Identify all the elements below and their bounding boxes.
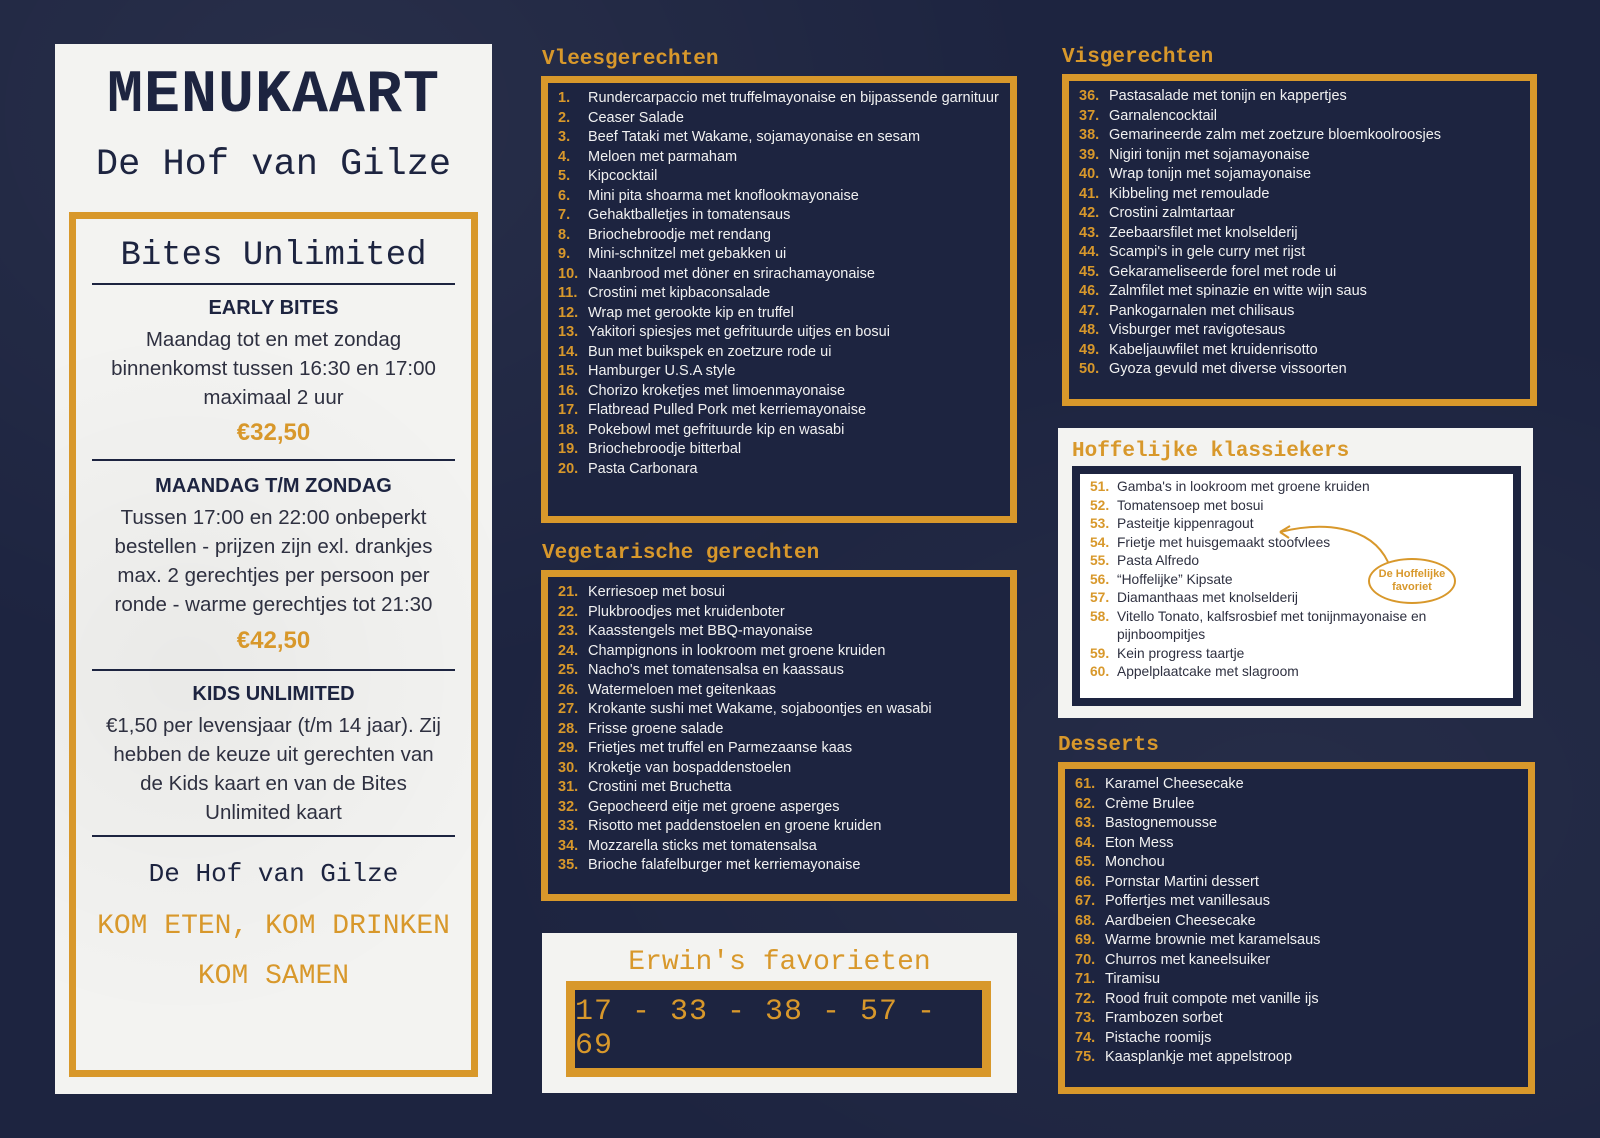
menu-item-number: 29. — [558, 740, 579, 756]
menu-item — [1079, 87, 1520, 107]
menu-item — [1075, 892, 1518, 912]
menu-item-name: Pasta Alfredo — [1117, 553, 1200, 568]
bites-unlimited-title: Bites Unlimited — [120, 237, 427, 275]
menu-item-number: 19. — [558, 441, 579, 457]
menu-item — [1079, 263, 1520, 283]
menu-item — [558, 206, 1000, 226]
menu-item-name: Watermeloen met geitenkaas — [588, 681, 777, 698]
divider — [92, 669, 455, 671]
klassiekers-box — [1072, 466, 1521, 706]
kids-heading: KIDS UNLIMITED — [192, 683, 355, 705]
menu-item-number: 63. — [1075, 815, 1096, 831]
menu-item-name: Scampi's in gele curry met rijst — [1109, 244, 1306, 260]
menu-item-number: 62. — [1075, 795, 1096, 812]
menu-item-name: Chorizo kroketjes met limoenmayonaise — [588, 382, 846, 399]
bites-unlimited-box — [69, 212, 478, 1077]
menu-item-number: 33. — [558, 818, 579, 834]
menu-item — [1079, 185, 1520, 205]
slogan-line-1: KOM ETEN, KOM DRINKEN — [97, 911, 450, 942]
vis-heading: Visgerechten — [1062, 46, 1214, 69]
menu-item — [558, 681, 1000, 701]
menu-item — [1090, 663, 1503, 682]
menu-item — [558, 323, 1000, 343]
menu-item-number: 25. — [558, 662, 579, 678]
menu-item-name: Meloen met parmaham — [588, 148, 738, 165]
menu-item — [558, 700, 1000, 720]
menu-item — [1075, 814, 1518, 834]
menu-item — [1090, 478, 1503, 497]
early-bites-text: Maandag tot en met zondag binnenkomst tussen 16:30 en 17:00 maximaal 2 uur — [111, 328, 436, 409]
menu-item-name: Naanbrood met döner en srirachamayonaise — [588, 265, 875, 282]
menu-item-name: Crème Brulee — [1105, 795, 1195, 812]
menu-item-number: 21. — [558, 584, 579, 600]
menu-item-name: Wrap tonijn met sojamayonaise — [1109, 166, 1312, 182]
menu-item-number: 53. — [1090, 516, 1110, 531]
early-bites-heading: EARLY BITES — [208, 297, 339, 319]
menu-item-number: 7. — [558, 207, 571, 223]
menu-item-number: 23. — [558, 623, 579, 639]
menu-item-number: 30. — [558, 759, 579, 776]
menu-item-number: 52. — [1090, 497, 1110, 513]
menu-item-name: Mozzarella sticks met tomatensalsa — [588, 837, 817, 854]
menu-item — [558, 720, 1000, 740]
menu-title: MENUKAART — [106, 62, 441, 130]
menu-item — [558, 622, 1000, 642]
menu-item-name: Rood fruit compote met vanille ijs — [1105, 990, 1319, 1007]
divider — [92, 459, 455, 461]
menu-item — [558, 187, 1000, 207]
menu-item-number: 15. — [558, 363, 579, 379]
menu-item-number: 22. — [558, 603, 579, 620]
menu-item-number: 8. — [558, 226, 571, 243]
menu-item-number: 28. — [558, 720, 579, 737]
menu-item — [1075, 1009, 1518, 1029]
early-bites-price: €32,50 — [236, 419, 311, 446]
menu-item-number: 70. — [1075, 951, 1096, 968]
menu-item-number: 16. — [558, 382, 579, 399]
menu-item-number: 68. — [1075, 912, 1096, 929]
menu-item-name: Beef Tataki met Wakame, sojamayonaise en sesam — [588, 129, 921, 145]
menu-item-name: Pokebowl met gefrituurde kip en wasabi — [588, 421, 845, 438]
menu-item-name: Aardbeien Cheesecake — [1105, 912, 1256, 929]
menu-item — [558, 265, 1000, 285]
menu-item-name: Zalmfilet met spinazie en witte wijn saus — [1109, 283, 1367, 299]
erwin-numbers: 17 - 33 - 38 - 57 - 69 — [575, 995, 937, 1063]
menu-item-number: 24. — [558, 642, 579, 659]
vega-heading: Vegetarische gerechten — [542, 542, 820, 565]
menu-item — [558, 739, 1000, 759]
menu-item-name: Appelplaatcake met slagroom — [1117, 664, 1299, 679]
menu-item-name: Gehaktballetjes in tomatensaus — [588, 207, 791, 223]
menu-item-name: Brioche falafelburger met kerriemayonaise — [588, 857, 861, 873]
menu-item-name: Crostini met Bruchetta — [588, 779, 732, 795]
menu-item-number: 51. — [1090, 479, 1110, 494]
menu-item-name: Mini-schnitzel met gebakken ui — [588, 246, 787, 262]
menu-item-name: Bastognemousse — [1105, 815, 1218, 831]
menu-item-name: Gepocheerd eitje met groene asperges — [588, 798, 840, 815]
menu-item — [558, 226, 1000, 246]
menu-item — [1079, 282, 1520, 302]
menu-item-number: 45. — [1079, 263, 1100, 280]
menu-item — [558, 109, 1000, 129]
menu-item — [558, 167, 1000, 187]
menu-item-name: Kabeljauwfilet met kruidenrisotto — [1109, 341, 1318, 358]
menu-item-name: Pistache roomijs — [1105, 1029, 1212, 1046]
menu-item — [558, 778, 1000, 798]
menu-item — [1075, 931, 1518, 951]
menu-item — [1075, 873, 1518, 893]
vis-box — [1062, 74, 1537, 406]
menu-item-number: 44. — [1079, 244, 1100, 260]
menu-item — [1075, 1048, 1518, 1068]
menu-item-name: Krokante sushi met Wakame, sojaboontjes en wasabi — [588, 701, 932, 717]
menu-item-number: 18. — [558, 421, 579, 438]
menu-item — [1075, 970, 1518, 990]
menu-item-name: Tiramisu — [1105, 971, 1161, 987]
menu-item-name: Yakitori spiesjes met gefrituurde uitjes en bosui — [588, 324, 890, 340]
menu-item-name: Pankogarnalen met chilisaus — [1109, 302, 1295, 319]
menu-item-number: 61. — [1075, 776, 1096, 792]
menu-item — [1075, 834, 1518, 854]
menu-item-name: Crostini met kipbaconsalade — [588, 285, 771, 301]
menu-item-name: Frietje met huisgemaakt stoofvlees — [1117, 534, 1331, 550]
menu-item — [1079, 341, 1520, 361]
menu-item — [1079, 302, 1520, 322]
menu-item-number: 37. — [1079, 107, 1100, 124]
menu-item-number: 49. — [1079, 341, 1100, 358]
weekly-heading: MAANDAG T/M ZONDAG — [155, 475, 392, 497]
menu-item — [558, 642, 1000, 662]
menu-item-number: 54. — [1090, 534, 1110, 550]
menu-item-name: Mini pita shoarma met knoflookmayonaise — [588, 187, 859, 204]
menu-item-name: Kein progress taartje — [1117, 645, 1245, 661]
menu-item-name: Flatbread Pulled Pork met kerriemayonaise — [588, 402, 867, 418]
vega-list — [558, 583, 1000, 876]
menu-item-name: Champignons in lookroom met groene kruiden — [588, 642, 886, 659]
menu-item-number: 38. — [1079, 127, 1100, 143]
menu-item-name: Plukbroodjes met kruidenboter — [588, 603, 785, 620]
menu-item — [1079, 146, 1520, 166]
weekly-text: Tussen 17:00 en 22:00 onbeperkt bestellen - prijzen zijn exl. drankjes max. 2 gerechtjes per persoon per ronde - warme gerechtjes tot 21:30 — [114, 506, 433, 616]
menu-item-number: 55. — [1090, 553, 1110, 568]
erwin-numbers-box — [566, 981, 991, 1077]
menu-item — [1079, 165, 1520, 185]
vis-list — [1079, 87, 1520, 380]
menu-item — [558, 837, 1000, 857]
menu-item-name: Hamburger U.S.A style — [588, 363, 736, 379]
menu-item-number: 69. — [1075, 932, 1096, 948]
menu-item-number: 31. — [558, 779, 579, 795]
menu-item — [558, 603, 1000, 623]
menu-item-name: Nigiri tonijn met sojamayonaise — [1109, 146, 1310, 163]
erwin-title: Erwin's favorieten — [628, 947, 931, 978]
menu-item-number: 71. — [1075, 971, 1096, 987]
menu-item — [1079, 243, 1520, 263]
menu-item-name: Monchou — [1105, 854, 1165, 870]
menu-item-number: 20. — [558, 460, 579, 477]
vlees-box — [541, 76, 1017, 523]
footer-restaurant-name: De Hof van Gilze — [148, 859, 399, 889]
menu-item — [1090, 645, 1503, 664]
menu-item-name: Gyoza gevuld met diverse vissoorten — [1109, 361, 1347, 377]
menu-item-name: Kaasplankje met appelstroop — [1105, 1049, 1293, 1065]
menu-item — [558, 362, 1000, 382]
menu-item-name: Frambozen sorbet — [1105, 1010, 1223, 1026]
menu-item — [558, 245, 1000, 265]
menu-item-name: Pasteitje kippenragout — [1117, 516, 1254, 531]
menu-item-name: Tomatensoep met bosui — [1117, 497, 1264, 513]
menu-item-number: 13. — [558, 324, 579, 340]
menu-item — [1075, 795, 1518, 815]
menu-item-number: 2. — [558, 109, 571, 126]
menu-item-name: Gamba's in lookroom met groene kruiden — [1117, 479, 1370, 494]
menu-item-name: Risotto met paddenstoelen en groene kruiden — [588, 818, 882, 834]
menu-item-number: 72. — [1075, 990, 1096, 1007]
kids-text: €1,50 per levensjaar (t/m 14 jaar). Zij hebben de keuze uit gerechten van de Kids kaart en van de Bites Unlimited kaart — [106, 714, 441, 824]
menu-item-name: Poffertjes met vanillesaus — [1105, 893, 1270, 909]
menu-item-name: Kibbeling met remoulade — [1109, 185, 1270, 202]
menu-item-number: 10. — [558, 265, 579, 282]
desserts-list — [1075, 775, 1518, 1068]
menu-item — [1079, 360, 1520, 380]
menu-item-number: 60. — [1090, 664, 1110, 679]
menu-item-number: 58. — [1090, 608, 1110, 624]
menu-item-name: Gekarameliseerde forel met rode ui — [1109, 263, 1337, 280]
menu-item — [558, 128, 1000, 148]
menu-item-number: 75. — [1075, 1049, 1096, 1065]
menu-item-number: 4. — [558, 148, 571, 165]
menu-item — [558, 284, 1000, 304]
menu-item-name: Bun met buikspek en zoetzure rode ui — [588, 343, 832, 360]
menu-item — [1075, 912, 1518, 932]
menu-item-name: Vitello Tonato, kalfsrosbief met tonijnmayonaise en pijnboompitjes — [1117, 608, 1427, 642]
menu-item — [558, 661, 1000, 681]
menu-item-number: 40. — [1079, 166, 1100, 182]
menu-item — [558, 759, 1000, 779]
menu-item-name: Frisse groene salade — [588, 720, 724, 737]
slogan-line-2: KOM SAMEN — [197, 961, 350, 992]
menu-item-name: Visburger met ravigotesaus — [1109, 322, 1286, 338]
menu-item-number: 5. — [558, 168, 571, 184]
menu-item-number: 42. — [1079, 205, 1100, 221]
desserts-heading: Desserts — [1058, 734, 1159, 757]
menu-item-name: Kerriesoep met bosui — [588, 584, 726, 600]
menu-item — [1079, 321, 1520, 341]
menu-item — [558, 798, 1000, 818]
menu-item-number: 73. — [1075, 1010, 1096, 1026]
menu-item-name: Crostini zalmtartaar — [1109, 205, 1235, 221]
menu-item — [1075, 951, 1518, 971]
divider — [92, 835, 455, 837]
menu-item-name: Karamel Cheesecake — [1105, 776, 1244, 792]
menu-item-number: 14. — [558, 343, 579, 360]
menu-item — [1075, 1029, 1518, 1049]
weekly-price: €42,50 — [236, 627, 311, 654]
menu-item-name: Kipcocktail — [588, 168, 658, 184]
menu-item-number: 1. — [558, 90, 571, 106]
menu-item-number: 17. — [558, 402, 579, 418]
menu-item-number: 35. — [558, 857, 579, 873]
menu-item-name: Frietjes met truffel en Parmezaanse kaas — [588, 740, 853, 756]
menu-item-number: 11. — [558, 285, 578, 301]
menu-item-number: 56. — [1090, 571, 1110, 587]
menu-item — [1079, 204, 1520, 224]
menu-item — [1075, 775, 1518, 795]
menu-item — [558, 856, 1000, 876]
klassiekers-heading: Hoffelijke klassiekers — [1072, 440, 1350, 463]
klassiekers-panel — [1058, 428, 1533, 718]
divider — [92, 283, 455, 285]
menu-item-name: Ceaser Salade — [588, 109, 684, 126]
menu-item-number: 48. — [1079, 322, 1100, 338]
menu-item-name: Rundercarpaccio met truffelmayonaise en bijpassende garnituur — [588, 90, 999, 106]
menu-item-name: Kaasstengels met BBQ-mayonaise — [588, 623, 813, 639]
menu-item-name: Briochebroodje met rendang — [588, 226, 771, 243]
erwin-favorieten-panel — [542, 933, 1017, 1093]
menu-item — [1075, 853, 1518, 873]
vlees-list — [558, 89, 1000, 479]
menu-item — [1079, 107, 1520, 127]
menu-item — [558, 343, 1000, 363]
restaurant-name: De Hof van Gilze — [95, 144, 452, 186]
vega-box — [541, 570, 1017, 901]
menu-item-number: 74. — [1075, 1029, 1096, 1046]
menu-item-number: 43. — [1079, 224, 1100, 241]
menu-item-name: Pornstar Martini dessert — [1105, 873, 1259, 890]
menu-item-number: 34. — [558, 837, 579, 854]
menu-item-number: 57. — [1090, 590, 1110, 605]
menu-item — [558, 460, 1000, 480]
menu-item-number: 32. — [558, 798, 579, 815]
menu-item-number: 66. — [1075, 873, 1096, 890]
menu-item-number: 3. — [558, 129, 571, 145]
menu-item-name: Pastasalade met tonijn en kappertjes — [1109, 88, 1347, 104]
menu-item-number: 65. — [1075, 854, 1096, 870]
menu-item — [558, 401, 1000, 421]
menu-item-name: Pasta Carbonara — [588, 460, 698, 477]
menu-item — [1079, 224, 1520, 244]
desserts-box — [1058, 762, 1535, 1094]
menu-item — [558, 583, 1000, 603]
menu-item-number: 6. — [558, 187, 571, 204]
menu-item-number: 67. — [1075, 893, 1096, 909]
menu-item-name: “Hoffelijke” Kipsate — [1117, 571, 1233, 587]
menu-item-number: 26. — [558, 681, 579, 698]
menu-item — [558, 817, 1000, 837]
menu-item-name: Briochebroodje bitterbal — [588, 441, 742, 457]
menu-item-name: Kroketje van bospaddenstoelen — [588, 759, 792, 776]
menu-item-name: Churros met kaneelsuiker — [1105, 951, 1271, 968]
menu-item-number: 46. — [1079, 283, 1100, 299]
menu-item — [1079, 126, 1520, 146]
menu-item-number: 39. — [1079, 146, 1100, 163]
menu-item-name: Warme brownie met karamelsaus — [1105, 932, 1321, 948]
menu-item — [1090, 497, 1503, 516]
menu-item — [1075, 990, 1518, 1010]
menu-item-number: 47. — [1079, 302, 1100, 319]
menu-item-number: 27. — [558, 701, 579, 717]
menu-item — [558, 148, 1000, 168]
menu-item-number: 12. — [558, 304, 579, 321]
menu-item-name: Eton Mess — [1105, 834, 1174, 851]
menu-item-number: 36. — [1079, 88, 1100, 104]
menu-item-name: Nacho's met tomatensalsa en kaassaus — [588, 662, 844, 678]
menu-item-number: 41. — [1079, 185, 1100, 202]
menu-item-name: Wrap met gerookte kip en truffel — [588, 304, 794, 321]
menu-item-name: Garnalencocktail — [1109, 107, 1217, 124]
menu-item-number: 59. — [1090, 645, 1110, 661]
menu-item-name: Diamanthaas met knolselderij — [1117, 590, 1298, 605]
menu-item-number: 64. — [1075, 834, 1096, 851]
menu-item — [558, 382, 1000, 402]
menu-cover-panel — [55, 44, 492, 1094]
menu-item-number: 9. — [558, 246, 571, 262]
menu-item — [558, 440, 1000, 460]
menu-item — [558, 304, 1000, 324]
hoffelijke-favoriet-badge: De Hoffelijke favoriet — [1368, 558, 1456, 604]
vlees-heading: Vleesgerechten — [542, 48, 719, 71]
menu-item — [558, 421, 1000, 441]
menu-item — [1090, 608, 1503, 645]
menu-item-name: Zeebaarsfilet met knolselderij — [1109, 224, 1298, 241]
menu-item-number: 50. — [1079, 361, 1100, 377]
menu-item-name: Gemarineerde zalm met zoetzure bloemkoolroosjes — [1109, 127, 1442, 143]
menu-item — [558, 89, 1000, 109]
